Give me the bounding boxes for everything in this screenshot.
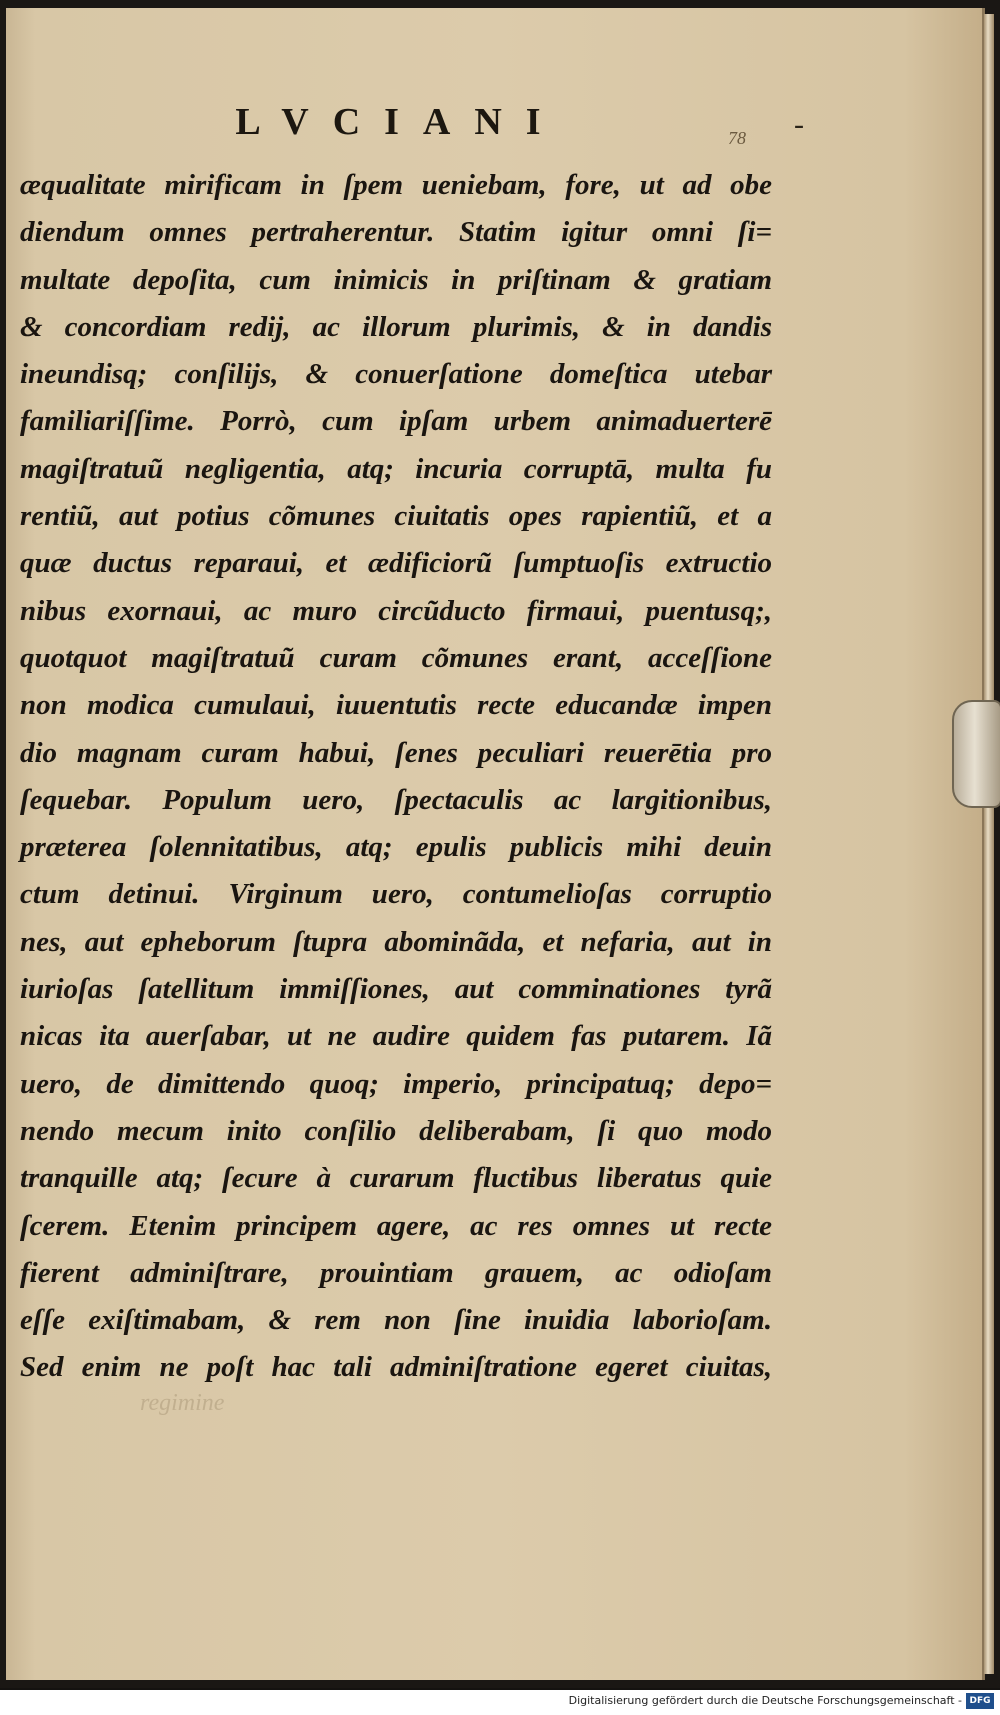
page-edge [984, 14, 994, 1674]
text-line: fierent adminiſtrare, prouintiam grauem, ac odioſam [20, 1256, 772, 1289]
text-line: iurioſas ſatellitum immiſſiones, aut comminationes tyrã [20, 973, 772, 1006]
funding-credit: Digitalisierung gefördert durch die Deutsche Forschungsgemeinschaft - [568, 1694, 962, 1707]
body-text [20, 162, 772, 1392]
text-line: ineundisq; conſilijs, & conuerſatione domeſtica utebar [20, 358, 772, 391]
text-line: præterea ſolennitatibus, atq; epulis publicis mihi deuin [20, 831, 772, 864]
text-line: ſcerem. Etenim principem agere, ac res omnes ut recte [20, 1209, 772, 1242]
text-line: non modica cumulaui, iuuentutis recte educandæ impen [20, 689, 772, 722]
running-head-dash: - [794, 108, 804, 141]
dfg-logo-icon: DFG [966, 1693, 994, 1709]
text-line: & concordiam redij, ac illorum plurimis, & in dandis [20, 310, 772, 343]
footer-bar [0, 1690, 1000, 1715]
text-line: dio magnam curam habui, ſenes peculiari reuerētia pro [20, 736, 772, 769]
text-line: familiariſſime. Porrò, cum ipſam urbem animaduerterē [20, 405, 772, 438]
text-line: ctum detinui. Virginum uero, contumelioſas corruptio [20, 878, 772, 911]
text-line: nendo mecum inito conſilio deliberabam, ſi quo modo [20, 1114, 772, 1147]
text-line: Sed enim ne poſt hac tali adminiſtratione egeret ciuitas, [20, 1351, 772, 1384]
text-line: multate depoſita, cum inimicis in priſtinam & gratiam [20, 263, 772, 296]
show-through-text: regimine [140, 1390, 225, 1416]
text-line: diendum omnes pertraherentur. Statim igitur omni ſi= [20, 216, 772, 249]
text-line: ſequebar. Populum uero, ſpectaculis ac largitionibus, [20, 783, 772, 816]
clasp-tab [952, 700, 1000, 808]
text-line: nes, aut epheborum ſtupra abominãda, et nefaria, aut in [20, 925, 772, 958]
text-line: uero, de dimittendo quoq; imperio, principatuq; depo= [20, 1067, 772, 1100]
text-line: nicas ita auerſabar, ut ne audire quidem fas putarem. Iã [20, 1020, 772, 1053]
text-line: nibus exornaui, ac muro circũducto firmaui, puentusq;, [20, 594, 772, 627]
text-line: eſſe exiſtimabam, & rem non ſine inuidia laborioſam. [20, 1304, 772, 1337]
text-line: rentiũ, aut potius cõmunes ciuitatis opes rapientiũ, et a [20, 500, 772, 533]
text-line: quotquot magiſtratuũ curam cõmunes erant, acceſſione [20, 641, 772, 674]
text-line: æqualitate mirificam in ſpem ueniebam, fore, ut ad obe [20, 169, 772, 201]
text-line: magiſtratuũ negligentia, atq; incuria corruptā, multa fu [20, 452, 772, 485]
folio-annotation: 78 [728, 128, 746, 148]
running-head: LVCIANI [235, 101, 565, 143]
text-line: tranquille atq; ſecure à curarum fluctibus liberatus quie [20, 1162, 772, 1195]
text-line: quæ ductus reparaui, et ædificiorũ ſumptuoſis extructio [20, 547, 772, 580]
